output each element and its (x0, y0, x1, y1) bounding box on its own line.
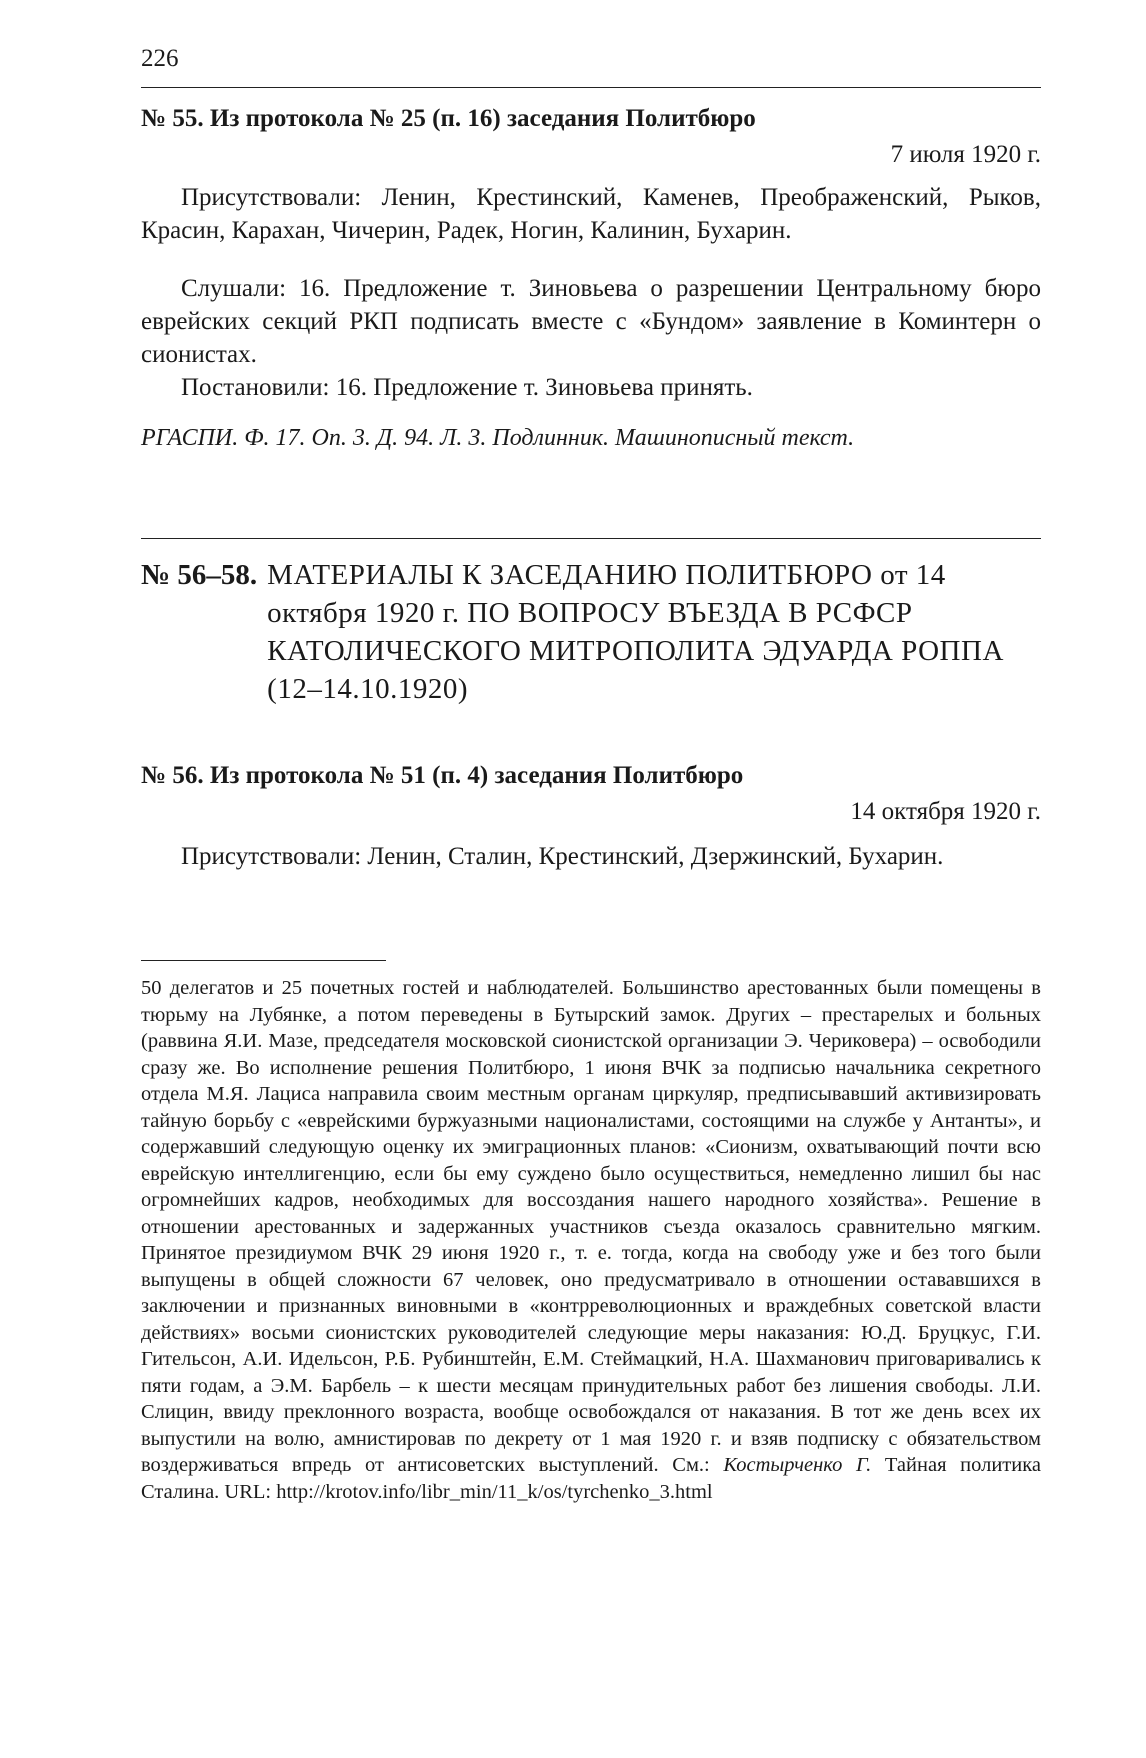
document-55-resolved: Постановили: 16. Предложение т. Зиновьева принять. (181, 374, 753, 401)
footnote-author: Костырченко Г. (723, 1454, 872, 1476)
section-rule (141, 538, 1041, 539)
document-56-date: 14 октября 1920 г. (850, 798, 1041, 825)
footnote-source: Тайная политика Сталина. URL: http://krotov.info/libr_min/11_k/os/tyrchenko_3.html (141, 1454, 1041, 1503)
document-55-title: № 55. Из протокола № 25 (п. 16) заседания Политбюро (141, 105, 756, 132)
document-56-present: Присутствовали: Ленин, Сталин, Крестинский, Дзержинский, Бухарин. (181, 843, 944, 870)
header-rule (141, 87, 1041, 88)
document-56 (141, 760, 1041, 873)
footnote-text: 50 делегатов и 25 почетных гостей и наблюдателей. Большинство арестованных были помещены в тюрьму на Лубянке, а потом переведены в Бутырский замок. Других – престарелых и больных (раввина Я.И. Мазе, председателя московской сионистской организации Э. Чериковера) – освободили сразу же. Во исполнение решения Политбюро, 1 июня ВЧК за подписью начальника секретного отдела М.Я. Лациса направила своим местным органам циркуляр, предписывавший активизировать тайную борьбу с «еврейскими буржуазными националистами, состоящими на службе у Антанты», и содержавший следующую оценку их эмиграционных планов: «Сионизм, охватывающий почти всю еврейскую интеллигенцию, если бы ему суждено было осуществиться, немедленно лишил бы нас огромнейших кадров, необходимых для воссоздания нашего народного хозяйства». Решение в отношении арестованных и задержанных участников съезда оказалось сравнительно мягким. Принятое президиумом ВЧК 29 июня 1920 г., т. е. тогда, когда на свободу уже и без того были выпущены в общей сложности 67 человек, оно предусматривало в отношении остававшихся в заключении и признанных виновными в «контрреволюционных и враждебных советской власти действиях» восьми сионистских руководителей следующие меры наказания: Ю.Д. Бруцкус, Г.И. Гительсон, А.И. Идельсон, Р.Б. Рубинштейн, Е.М. Стеймацкий, Н.А. Шахманович приговаривались к пяти годам, а Э.М. Барбель – к шести месяцам принудительных работ без лишения свободы. Л.И. Слицин, ввиду преклонного возраста, вообще освобождался от наказания. В тот же день всех их выпустили на волю, амнистировав по декрету от 1 мая 1920 г. и взяв подписку с обязательством воздерживаться впредь от антисоветских выступлений. См.: (141, 977, 1041, 1476)
document-55-present: Присутствовали: Ленин, Крестинский, Каменев, Преображенский, Рыков, Красин, Карахан, Чичерин, Радек, Ногин, Калинин, Бухарин. (141, 184, 1041, 244)
document-55-heard: Слушали: 16. Предложение т. Зиновьева о разрешении Центральному бюро еврейских секций РКП подписать вместе с «Бундом» заявление в Коминтерн о сионистах. (141, 275, 1041, 368)
document-56-title: № 56. Из протокола № 51 (п. 4) заседания Политбюро (141, 762, 744, 789)
section-number: № 56–58. (141, 559, 258, 591)
document-55 (141, 103, 1041, 454)
document-55-archive-ref: РГАСПИ. Ф. 17. Оп. 3. Д. 94. Л. 3. Подлинник. Машинописный текст. (141, 425, 855, 451)
section-heading (141, 556, 1041, 708)
footnote-separator (141, 960, 386, 961)
section-title: МАТЕРИАЛЫ К ЗАСЕДАНИЮ ПОЛИТБЮРО от 14 октября 1920 г. ПО ВОПРОСУ ВЪЕЗДА В РСФСР КАТОЛИЧЕСКОГО МИТРОПОЛИТА ЭДУАРДА РОППА (12–14.10.1920) (267, 559, 1004, 705)
footnote (141, 975, 1041, 1505)
page-number: 226 (141, 45, 179, 72)
document-55-date: 7 июля 1920 г. (890, 141, 1041, 168)
